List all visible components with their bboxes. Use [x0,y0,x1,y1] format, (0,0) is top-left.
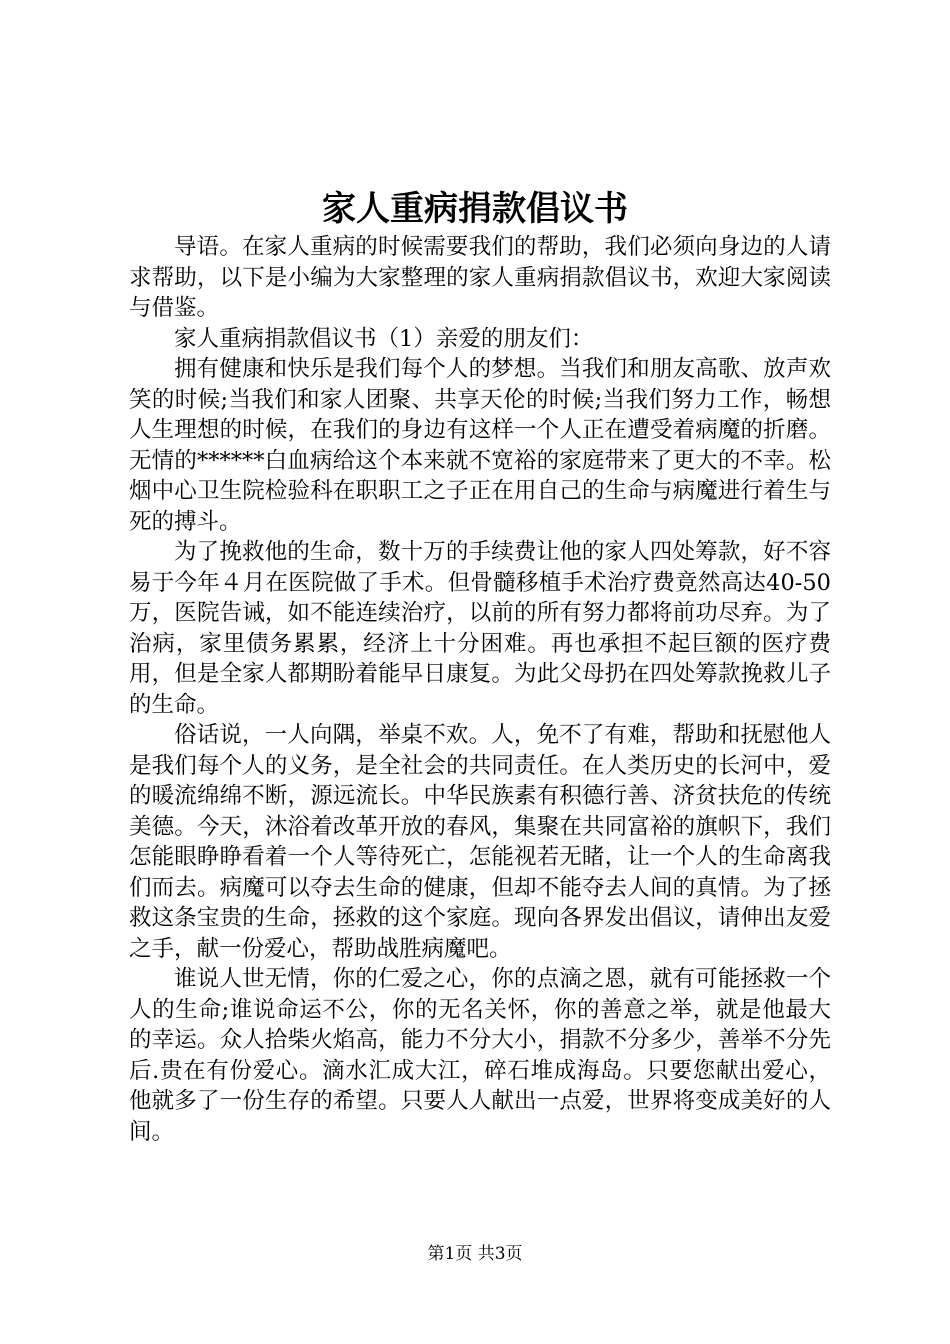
paragraph-intro: 导语。在家人重病的时候需要我们的帮助，我们必须向身边的人请求帮助，以下是小编为大家整理的家人重病捐款倡议书，欢迎大家阅读与借鉴。 [129,234,831,321]
document-body [129,232,831,1147]
paragraph-body: 为了挽救他的生命，数十万的手续费让他的家人四处筹款，好不容易于今年４月在医院做了手术。但骨髓移植手术治疗费竟然高达40-50万，医院告诫，如不能连续治疗，以前的所有努力都将前功尽弃。为了治病，家里债务累累，经济上十分困难。再也承担不起巨额的医疗费用，但是全家人都期盼着能早日康复。为此父母扔在四处筹款挽救儿子的生命。 [129,539,831,718]
paragraph-salutation: 家人重病捐款倡议书（1）亲爱的朋友们： [174,325,594,352]
paragraph-body: 谁说人世无情，你的仁爱之心，你的点滴之恩，就有可能拯救一个人的生命;谁说命运不公，你的无名关怀，你的善意之举，就是他最大的幸运。众人拾柴火焰高，能力不分大小，捐款不分多少，善举不分先后.贵在有份爱心。滴水汇成大江，碎石堆成海岛。只要您献出爱心，他就多了一份生存的希望。只要人人献出一点爱，世界将变成美好的人间。 [129,966,831,1145]
document-title: 家人重病捐款倡议书 [322,189,628,229]
paragraph-body: 拥有健康和快乐是我们每个人的梦想。当我们和朋友高歌、放声欢笑的时候;当我们和家人团聚、共享天伦的时候;当我们努力工作，畅想人生理想的时候，在我们的身边有这样一个人正在遭受着病魔的折磨。无情的******白血病给这个本来就不宽裕的家庭带来了更大的不幸。松烟中心卫生院检验科在职职工之子正在用自己的生命与病魔进行着生与死的搏斗。 [129,356,831,535]
page-number-footer: 第1页 共3页 [427,1244,523,1264]
paragraph-body: 俗话说，一人向隅，举桌不欢。人，免不了有难，帮助和抚慰他人是我们每个人的义务，是全社会的共同责任。在人类历史的长河中，爱的暖流绵绵不断，源远流长。中华民族素有积德行善、济贫扶危的传统美德。今天，沐浴着改革开放的春风，集聚在共同富裕的旗帜下，我们怎能眼睁睁看着一个人等待死亡，怎能视若无睹，让一个人的生命离我们而去。病魔可以夺去生命的健康，但却不能夺去人间的真情。为了拯救这条宝贵的生命，拯救的这个家庭。现向各界发出倡议，请伸出友爱之手，献一份爱心，帮助战胜病魔吧。 [129,722,831,962]
